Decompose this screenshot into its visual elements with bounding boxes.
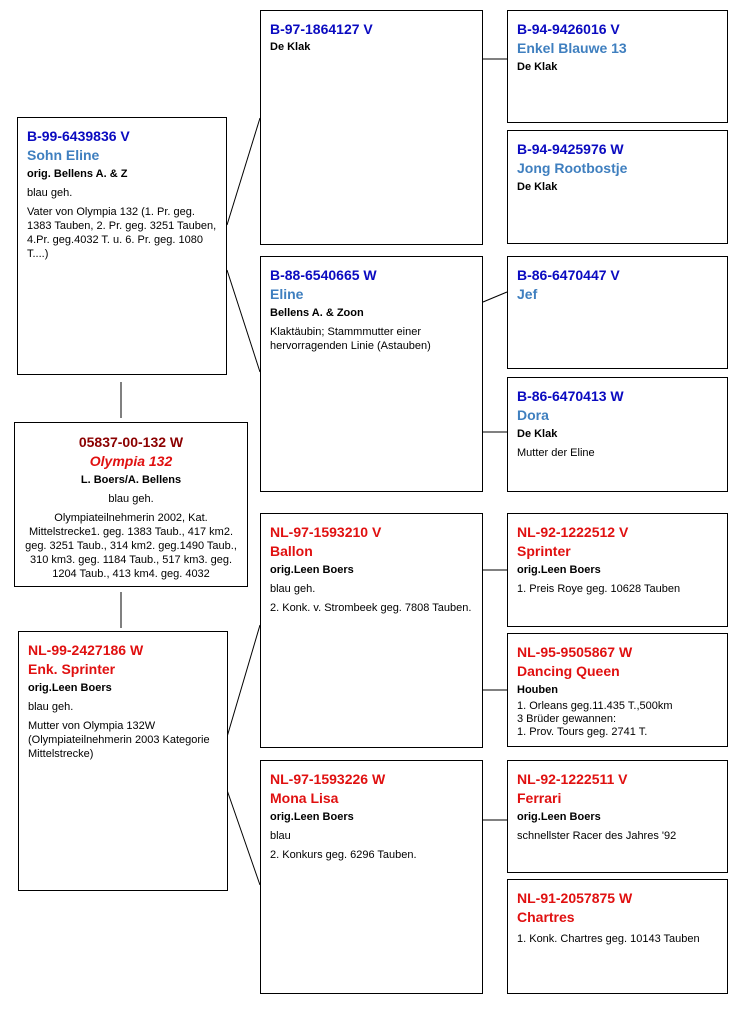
dsd-breeder: Houben [517, 684, 558, 696]
dam-notes: Mutter von Olympia 132W (Olympiateilnehmerin 2003 Kategorie Mittelstrecke) [28, 720, 210, 760]
ddd-name: Chartres [517, 909, 575, 925]
sire-name: Sohn Eline [27, 147, 100, 163]
ssd-breeder: De Klak [517, 181, 558, 193]
dss-card[interactable] [507, 513, 728, 627]
ssd-card[interactable] [507, 130, 728, 244]
sire-card[interactable] [17, 117, 227, 375]
sdd-ring-number: B-86-6470413 W [517, 388, 624, 404]
ddd-ring-number: NL-91-2057875 W [517, 890, 633, 906]
sss-card[interactable] [507, 10, 728, 123]
sire-dam-breeder: Bellens A. & Zoon [270, 307, 364, 319]
dsd-name: Dancing Queen [517, 663, 620, 679]
dds-card[interactable] [507, 760, 728, 873]
sdd-breeder: De Klak [517, 428, 558, 440]
subject-notes: Olympiateilnehmerin 2002, Kat. Mittelstrecke1. geg. 1383 Taub., 417 km2. geg. 3251 Taub., 314 km2. geg.1490 Taub., 310 km3. geg. 1184 Taub., 517 km3. geg. 1204 Taub., 413 km4. geg. 4032 [25, 512, 237, 580]
dam-dam-color: blau [270, 830, 291, 842]
dss-ring-number: NL-92-1222512 V [517, 524, 629, 540]
dam-color: blau geh. [28, 701, 74, 713]
sss-breeder: De Klak [517, 61, 558, 73]
sire-dam-ring-number: B-88-6540665 W [270, 267, 377, 283]
sire-sire-ring-number: B-97-1864127 V [270, 21, 373, 37]
sdd-card[interactable] [507, 377, 728, 492]
dss-name: Sprinter [517, 543, 571, 559]
dss-breeder: orig.Leen Boers [517, 564, 601, 576]
dds-notes: schnellster Racer des Jahres '92 [517, 830, 677, 842]
ssd-name: Jong Rootbostje [517, 160, 628, 176]
sire-sire-card[interactable] [260, 10, 483, 245]
ddd-notes: 1. Konk. Chartres geg. 10143 Tauben [517, 933, 700, 945]
sire-dam-name: Eline [270, 286, 304, 302]
dds-name: Ferrari [517, 790, 562, 806]
sdd-name: Dora [517, 407, 549, 423]
sds-ring-number: B-86-6470447 V [517, 267, 620, 283]
sds-name: Jef [517, 286, 538, 302]
sire-dam-notes: Klaktäubin; Stammmutter einer hervorragenden Linie (Astauben) [270, 326, 431, 352]
dam-name: Enk. Sprinter [28, 661, 116, 677]
sss-ring-number: B-94-9426016 V [517, 21, 620, 37]
dam-sire-breeder: orig.Leen Boers [270, 564, 354, 576]
subject-color: blau geh. [108, 493, 154, 505]
dss-notes: 1. Preis Roye geg. 10628 Tauben [517, 583, 681, 595]
dds-ring-number: NL-92-1222511 V [517, 771, 628, 787]
dam-breeder: orig.Leen Boers [28, 682, 112, 694]
ddd-card[interactable] [507, 879, 728, 994]
dsd-notes: 1. Orleans geg.11.435 T.,500km 3 Brüder gewannen: 1. Prov. Tours geg. 2741 T. [517, 700, 673, 738]
sire-sire-breeder: De Klak [270, 41, 311, 53]
dam-dam-name: Mona Lisa [270, 790, 339, 806]
dsd-ring-number: NL-95-9505867 W [517, 644, 633, 660]
dam-dam-card[interactable] [260, 760, 483, 994]
subject-name: Olympia 132 [89, 453, 173, 469]
dam-ring-number: NL-99-2427186 W [28, 642, 144, 658]
dam-dam-breeder: orig.Leen Boers [270, 811, 354, 823]
sire-breeder: orig. Bellens A. & Z [27, 168, 128, 180]
sire-dam-card[interactable] [260, 256, 483, 492]
sss-name: Enkel Blauwe 13 [517, 40, 627, 56]
sire-ring-number: B-99-6439836 V [27, 128, 130, 144]
dds-breeder: orig.Leen Boers [517, 811, 601, 823]
dam-sire-name: Ballon [270, 543, 313, 559]
dam-dam-notes: 2. Konkurs geg. 6296 Tauben. [270, 849, 417, 861]
sds-card[interactable] [507, 256, 728, 369]
dsd-card[interactable] [507, 633, 728, 747]
sire-notes: Vater von Olympia 132 (1. Pr. geg. 1383 Tauben, 2. Pr. geg. 3251 Tauben, 4.Pr. geg.4032 T. u. 6. Pr. geg. 1080 T....) [27, 206, 217, 260]
dam-sire-notes: 2. Konk. v. Strombeek geg. 7808 Tauben. [270, 602, 472, 614]
dam-sire-card[interactable] [260, 513, 483, 748]
subject-breeder: L. Boers/A. Bellens [80, 474, 182, 486]
dam-sire-color: blau geh. [270, 583, 316, 595]
dam-sire-ring-number: NL-97-1593210 V [270, 524, 382, 540]
subject-ring-number: 05837-00-132 W [78, 434, 184, 450]
sire-color: blau geh. [27, 187, 73, 199]
subject-card[interactable] [14, 422, 248, 587]
dam-dam-ring-number: NL-97-1593226 W [270, 771, 386, 787]
ssd-ring-number: B-94-9425976 W [517, 141, 624, 157]
sdd-notes: Mutter der Eline [517, 447, 595, 459]
dam-card[interactable] [18, 631, 228, 891]
